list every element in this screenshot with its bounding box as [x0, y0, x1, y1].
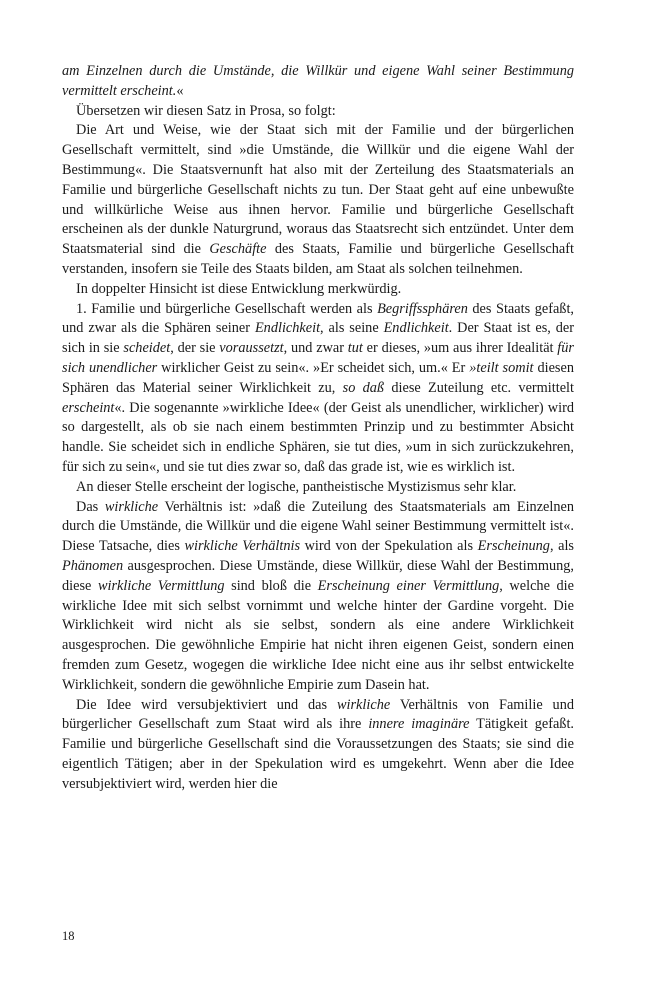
italic-text: wirkliche Verhältnis [184, 538, 301, 555]
text-run: des Staats, Familie und bürgerliche Gesellschaft verstanden, insofern sie Teile des Staats bilden, am Staat als solchen teilnehmen. [62, 241, 574, 277]
body-text [62, 62, 574, 794]
text-run: diese Zuteilung etc. vermittelt [384, 379, 574, 396]
text-run: Die Art und Weise, wie der Staat sich mit der Familie und der bürgerlichen Gesellschaft vermittelt, sind »die Umstände, die Willkür und die eigene Wahl der Bestimmung«. Die Staatsvernunft hat also mit der Zerteilung des Staatsmaterials an Familie und bürgerliche Gesellschaft nichts zu tun. Der Staat geht auf eine unbewußte und willkürliche Weise aus ihnen hervor. Familie und bürgerliche Gesellschaft erscheinen als der dunkle Naturgrund, woraus das Staatsrecht sich entzündet. Unter dem Staatsmaterial sind die [62, 122, 574, 258]
italic-text: erscheint [62, 399, 115, 416]
text-run: Verhältnis von Familie und bürgerlicher Gesellschaft zum Staat wird als ihre [62, 696, 575, 733]
paragraph [62, 62, 574, 102]
italic-text: wirkliche [104, 498, 159, 515]
text-run: Verhältnis ist: »daß die Zuteilung des Staatsmaterials am Einzelnen durch die Umstände, die Willkür und die eigene Wahl seiner Bestimmung vermittelt ist«. Diese Tatsache, dies [62, 498, 574, 555]
text-run: sind bloß die [224, 577, 318, 594]
italic-text: Erscheinung einer Vermittlung [317, 577, 500, 594]
text-run: Tätigkeit gefaßt. Familie und bürgerliche Gesellschaft sind die Voraussetzungen des Staats; sie sind die eigentlich Tätigen; aber in der Spekulation wird es umgekehrt. Wenn aber die Idee versubjektiviert wird, werden hier die [62, 716, 574, 792]
paragraph [62, 498, 574, 696]
italic-text: so daß [342, 379, 385, 396]
text-run: In doppelter Hinsicht ist diese Entwicklung merkwürdig. [76, 280, 402, 297]
italic-text: Geschäfte [209, 241, 267, 258]
text-run: An dieser Stelle erscheint der logische, pantheistische Mystizismus sehr klar. [76, 478, 517, 495]
text-run: «. Die sogenannte »wirkliche Idee« (der Geist als unendlicher, wirklicher) wird so dargestellt, als ob sie nach einem bestimmten Prinzip und zu bestimmter Absicht handle. Sie scheidet sich in endliche Sphären, sie tut dies, »um in sich zurückzukehren, für sich zu sein«, und sie tut dies zwar so, daß das grade ist, wie es wirklich ist. [62, 399, 574, 475]
text-run: « [176, 82, 184, 99]
italic-text: Begriffssphären [377, 300, 468, 317]
text-run: diesen Sphären das Material seiner Wirklichkeit zu, [62, 359, 574, 396]
italic-text: scheidet [123, 340, 171, 357]
italic-text: tut [347, 340, 363, 357]
text-run: Die Idee wird versubjektiviert und das [76, 696, 337, 713]
text-run: , als seine [320, 320, 384, 337]
paragraph [62, 102, 574, 122]
paragraph [62, 121, 574, 279]
text-run: er dieses, »um aus ihrer Idealität [362, 340, 558, 357]
text-run: 1. Familie und bürgerliche Gesellschaft werden als [76, 300, 378, 317]
text-run: ausgesprochen. Diese Umstände, diese Willkür, diese Wahl der Bestimmung, diese [62, 557, 574, 594]
paragraph [62, 696, 574, 795]
italic-text: am Einzelnen durch die Umstände, die Willkür und eigene Wahl seiner Bestimmung vermittelt erscheint. [62, 63, 574, 99]
text-run: , als [549, 538, 574, 555]
text-run: , und zwar [283, 340, 348, 357]
text-run: Übersetzen wir diesen Satz in Prosa, so folgt: [76, 102, 336, 119]
italic-text: voraussetzt [219, 340, 284, 357]
text-run: , welche die wirkliche Idee mit sich selbst vornimmt und welche hinter der Gardine vorgeht. Die Wirklichkeit wird nicht als sie selbst, sondern als eine andere Wirklichkeit ausgesprochen. Die gewöhnliche Empirie hat nicht ihren eigenen Geist, sondern einen fremden zum Gesetz, wogegen die wirkliche Idee nicht eine aus ihr selbst entwickelte Wirklichkeit, sondern die gewöhnliche Empirie zum Dasein hat. [62, 577, 574, 693]
page-number: 18 [62, 929, 75, 943]
italic-text: »teilt somit [469, 359, 534, 376]
text-run: Das [76, 498, 105, 515]
text-run: des Staats gefaßt, und zwar als die Sphären seiner [62, 300, 574, 337]
text-run: wird von der Spekulation als [300, 538, 478, 555]
text-run: , der sie [170, 340, 220, 357]
italic-text: wirkliche [336, 696, 391, 713]
paragraph [62, 300, 574, 478]
italic-text: für sich unendlicher [62, 340, 574, 376]
italic-text: Erscheinung [477, 538, 550, 555]
paragraph [62, 280, 574, 300]
italic-text: Phänomen [62, 557, 124, 574]
italic-text: wirkliche Vermittlung [97, 577, 225, 594]
italic-text: Endlichkeit [383, 320, 449, 337]
text-run: . Der Staat ist es, der sich in sie [62, 320, 574, 357]
paragraph [62, 478, 574, 498]
italic-text: Endlichkeit [254, 320, 321, 337]
italic-text: innere imaginäre [368, 716, 470, 733]
text-run: wirklicher Geist zu sein«. »Er scheidet sich, um.« Er [157, 359, 470, 376]
